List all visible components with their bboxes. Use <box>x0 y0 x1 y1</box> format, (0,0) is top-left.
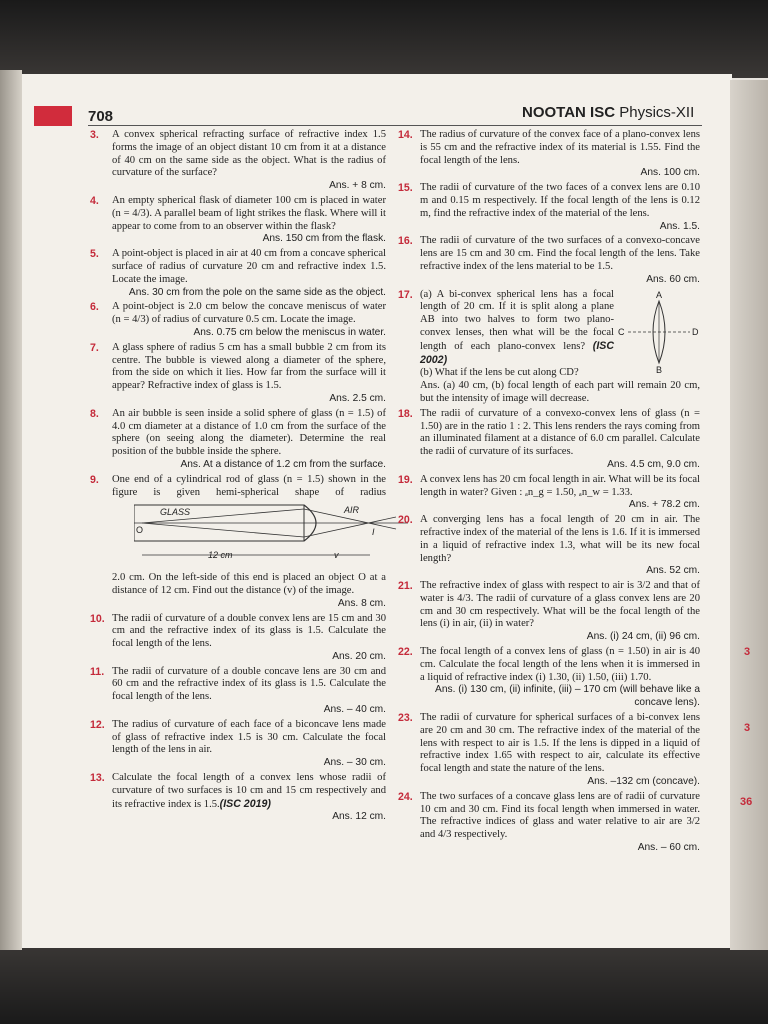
question-text: The radii of curvature of the two surfaces of a convexo-concave lens are 15 cm and 30 cm. Find the focal length of the lens. Take refractive index of the lens material to be 1.5. <box>420 235 700 272</box>
question-number: 8. <box>90 407 99 420</box>
question-number: 17. <box>398 288 413 301</box>
top-background <box>0 0 768 78</box>
question-text: An empty spherical flask of diameter 100 cm is placed in water (n = 4/3). A parallel beam of light strikes the flask. Where will it appear to come from to an observer within the flask? <box>112 194 386 232</box>
question-text: The radii of curvature for spherical surfaces of a bi-convex lens are 20 cm and 30 cm. The refractive index of the material of the lens with respect to air is 1.5. If the lens is dipped in a liquid of refractive index 1.65 with respect to air, calculate its effective focal length and state the nature of the lens. <box>420 712 700 775</box>
question-14 <box>398 129 700 180</box>
label-a: A <box>656 289 663 300</box>
question-6 <box>90 301 386 339</box>
page-number: 708 <box>88 108 114 125</box>
answer: Ans. 8 cm. <box>337 597 386 609</box>
question-number: 6. <box>90 301 99 314</box>
question-text: The focal length of a convex lens of glass (n = 1.50) in air is 40 cm. Calculate the focal length of the lens when it is immersed in a liquid of refractive index (i) 1.30, (ii) 1.50, (iii) 1.70. <box>420 646 700 683</box>
header-color-bar <box>34 106 72 126</box>
answer: Ans. 12 cm. <box>332 811 386 823</box>
header-rule <box>88 125 702 126</box>
answer: Ans. 2.5 cm. <box>329 392 386 404</box>
question-15 <box>398 182 700 233</box>
margin-number: 36 <box>740 796 753 808</box>
question-number: 13. <box>90 772 105 785</box>
question-number: 22. <box>398 646 413 659</box>
question-text: A glass sphere of radius 5 cm has a small bubble 2 cm from its centre. The bubble is viewed along a diameter of the sphere, from the side on which it lies. How far from the surface will it appear? Refractive index of glass is 1.5. <box>112 341 386 392</box>
question-number: 3. <box>90 129 99 141</box>
exam-tag: (ISC 2019) <box>219 797 271 810</box>
right-column <box>398 129 700 857</box>
question-text: A convex spherical refracting surface of refractive index 1.5 forms the image of an object distant 10 cm from it at a distance of 40 cm on the same side as the object. What is the radius of curvature of the surface? <box>112 129 386 179</box>
answer: Ans. 1.5. <box>659 220 700 232</box>
question-number: 18. <box>398 407 413 420</box>
question-number: 24. <box>398 790 413 803</box>
question-text: A point-object is 2.0 cm below the concave meniscus of water (n = 4/3) of radius of curvature 0.5 cm. Locate the image. <box>112 301 386 326</box>
answer: Ans. (a) 40 cm, (b) focal length of each part will remain 20 cm, but the intensity of image will decrease. <box>420 380 700 404</box>
answer: Ans. 100 cm. <box>640 167 700 179</box>
question-number: 15. <box>398 182 413 195</box>
answer: Ans. 20 cm. <box>332 650 386 662</box>
question-text: The refractive index of glass with respect to air is 3/2 and that of water is 4/3. The radii of curvature of a glass convex lens are 20 cm and 30 cm respectively. What will be the focal length of the lens (i) in air, (ii) in water? <box>420 580 700 630</box>
question-4 <box>90 195 386 246</box>
label-d: D <box>692 326 699 337</box>
book-title <box>522 104 694 121</box>
question-13 <box>90 772 386 824</box>
question-text-cont: (b) What if the lens be cut along CD? <box>420 367 579 379</box>
answer: Ans. 150 cm from the flask. <box>262 233 386 245</box>
exam-tag: (ISC 2002) <box>420 339 614 366</box>
question-number: 16. <box>398 235 413 248</box>
margin-number: 3 <box>744 722 751 734</box>
question-number: 9. <box>90 473 99 486</box>
object-label: O <box>136 525 144 536</box>
question-number: 4. <box>90 194 99 207</box>
question-text: The radii of curvature of a double convex lens are 15 cm and 30 cm and the refractive index of its glass is 1.5. Calculate the focal length of the lens. <box>112 612 386 650</box>
question-text-cont: 2.0 cm. On the left-side of this end is placed an object O at a distance of 12 cm. Find out the distance (v) of the image. <box>112 572 386 596</box>
label-c: C <box>618 326 625 337</box>
question-21 <box>398 580 700 644</box>
question-5 <box>90 248 386 299</box>
question-number: 7. <box>90 341 99 354</box>
answer: Ans. 52 cm. <box>646 565 700 577</box>
next-page-edge <box>730 80 768 950</box>
question-8 <box>90 408 386 472</box>
question-7 <box>90 342 386 406</box>
question-text: An air bubble is seen inside a solid sphere of glass (n = 1.5) of 4.0 cm diameter at a distance of 1.0 cm from the surface of the sphere (on seeing along the diameter). Determine the real position of the bubble inside the sphere. <box>112 407 386 458</box>
book-subject: Physics-XII <box>615 104 695 121</box>
question-9 <box>90 474 386 611</box>
question-24 <box>398 791 700 855</box>
question-text: Calculate the focal length of a convex lens whose radii of curvature of two surfaces is 10 cm and 15 cm respectively and its refractive index is 1.5. <box>112 772 386 810</box>
question-3 <box>90 129 386 193</box>
ray-lower <box>142 523 304 537</box>
answer: Ans. (i) 24 cm, (ii) 96 cm. <box>586 631 700 643</box>
ray-lower-refracted <box>304 517 396 537</box>
margin-number: 3 <box>744 646 751 658</box>
answer: Ans. At a distance of 1.2 cm from the surface. <box>180 458 386 470</box>
answer: Ans. 30 cm from the pole on the same side as the object. <box>128 286 386 298</box>
question-20 <box>398 514 700 578</box>
question-number: 23. <box>398 712 413 725</box>
glass-rod-figure <box>134 501 408 565</box>
question-16 <box>398 235 700 286</box>
answer: Ans. –132 cm (concave). <box>587 776 700 788</box>
lens-figure <box>618 289 700 375</box>
answer: Ans. + 8 cm. <box>329 180 386 192</box>
glass-label: GLASS <box>160 507 191 518</box>
question-text: The radii of curvature of a convexo-convex lens of glass (n = 1.50) are in the ratio 1 : 2. This lens renders the rays coming from an illuminated filament at a distance of 6.0 cm parallel. Calculate the radii of curvature of its surfaces. <box>420 407 700 458</box>
left-column <box>90 129 386 826</box>
distance-v-label: v <box>334 550 339 561</box>
question-number: 14. <box>398 129 413 141</box>
book-spine <box>0 70 22 950</box>
distance-12cm-label: 12 cm <box>208 550 233 561</box>
air-label: AIR <box>344 505 360 516</box>
question-number: 5. <box>90 248 99 261</box>
bottom-background <box>0 944 768 1024</box>
question-number: 11. <box>90 665 105 678</box>
question-22 <box>398 646 700 710</box>
question-23 <box>398 712 700 789</box>
question-19 <box>398 474 700 512</box>
question-text: (a) A bi-convex spherical lens has a focal length of 20 cm. If it is split along a plane AB into two halves to form two plano-convex lenses, then what will be the focal length of each plano-convex lens? <box>420 288 614 352</box>
question-text: A converging lens has a focal length of 20 cm in air. The refractive index of the material of the lens is 1.6. If it is immersed in a liquid of refractive index 1.3, what will be its new focal length? <box>420 514 700 564</box>
answer: Ans. 0.75 cm below the meniscus in water. <box>193 326 386 338</box>
image-label: I <box>372 527 375 538</box>
book-brand: NOOTAN ISC <box>522 104 616 121</box>
question-text: The radius of curvature of each face of a biconcave lens made of glass of refractive index 1.5 is 30 cm. Calculate the focal length of the lens in air. <box>112 718 386 756</box>
question-number: 20. <box>398 514 413 527</box>
question-text: One end of a cylindrical rod of glass (n = 1.5) shown in the figure is given hemi-spherical shape of radius <box>112 473 386 498</box>
question-number: 19. <box>398 473 413 486</box>
question-number: 21. <box>398 580 413 593</box>
answer: Ans. – 60 cm. <box>637 842 700 854</box>
question-number: 12. <box>90 718 105 731</box>
question-10 <box>90 613 386 664</box>
question-text: The radius of curvature of the convex face of a plano-convex lens is 55 cm and the refractive index of its material is 1.55. Find the focal length of the lens. <box>420 129 700 166</box>
answer: Ans. (i) 130 cm, (ii) infinite, (iii) – 170 cm (will behave like a concave lens). <box>435 684 700 709</box>
question-text: A point-object is placed in air at 40 cm from a concave spherical surface of radius of curvature 20 cm and refractive index 1.5. Locate the image. <box>112 248 386 285</box>
question-text: The two surfaces of a concave glass lens are of radii of curvature 10 cm and 30 cm. Find its focal length when immersed in water. The refractive indices of glass and water relative to air are 3/2 and 4/3 respectively. <box>420 790 700 841</box>
question-17 <box>398 289 700 406</box>
answer: Ans. – 40 cm. <box>323 704 386 716</box>
answer: Ans. + 78.2 cm. <box>628 499 700 511</box>
question-text: The radii of curvature of a double concave lens are 30 cm and 60 cm and the refractive index of its glass is 1.5. Calculate the focal length of the lens. <box>112 665 386 703</box>
question-number: 10. <box>90 612 105 625</box>
label-b: B <box>656 364 663 375</box>
question-11 <box>90 666 386 717</box>
answer: Ans. 60 cm. <box>646 273 700 285</box>
question-18 <box>398 408 700 472</box>
question-text: The radii of curvature of the two faces of a convex lens are 0.10 m and 0.15 m respectively. If the focal length of the lens is 0.12 m, find the refractive index of the material of the lens. <box>420 182 700 219</box>
answer: Ans. 4.5 cm, 9.0 cm. <box>607 458 700 470</box>
question-text: A convex lens has 20 cm focal length in air. What will be its focal length in water? Given : ₐn_g = 1.50, ₐn_w = 1.33. <box>420 473 700 498</box>
question-12 <box>90 719 386 770</box>
answer: Ans. – 30 cm. <box>323 757 386 769</box>
